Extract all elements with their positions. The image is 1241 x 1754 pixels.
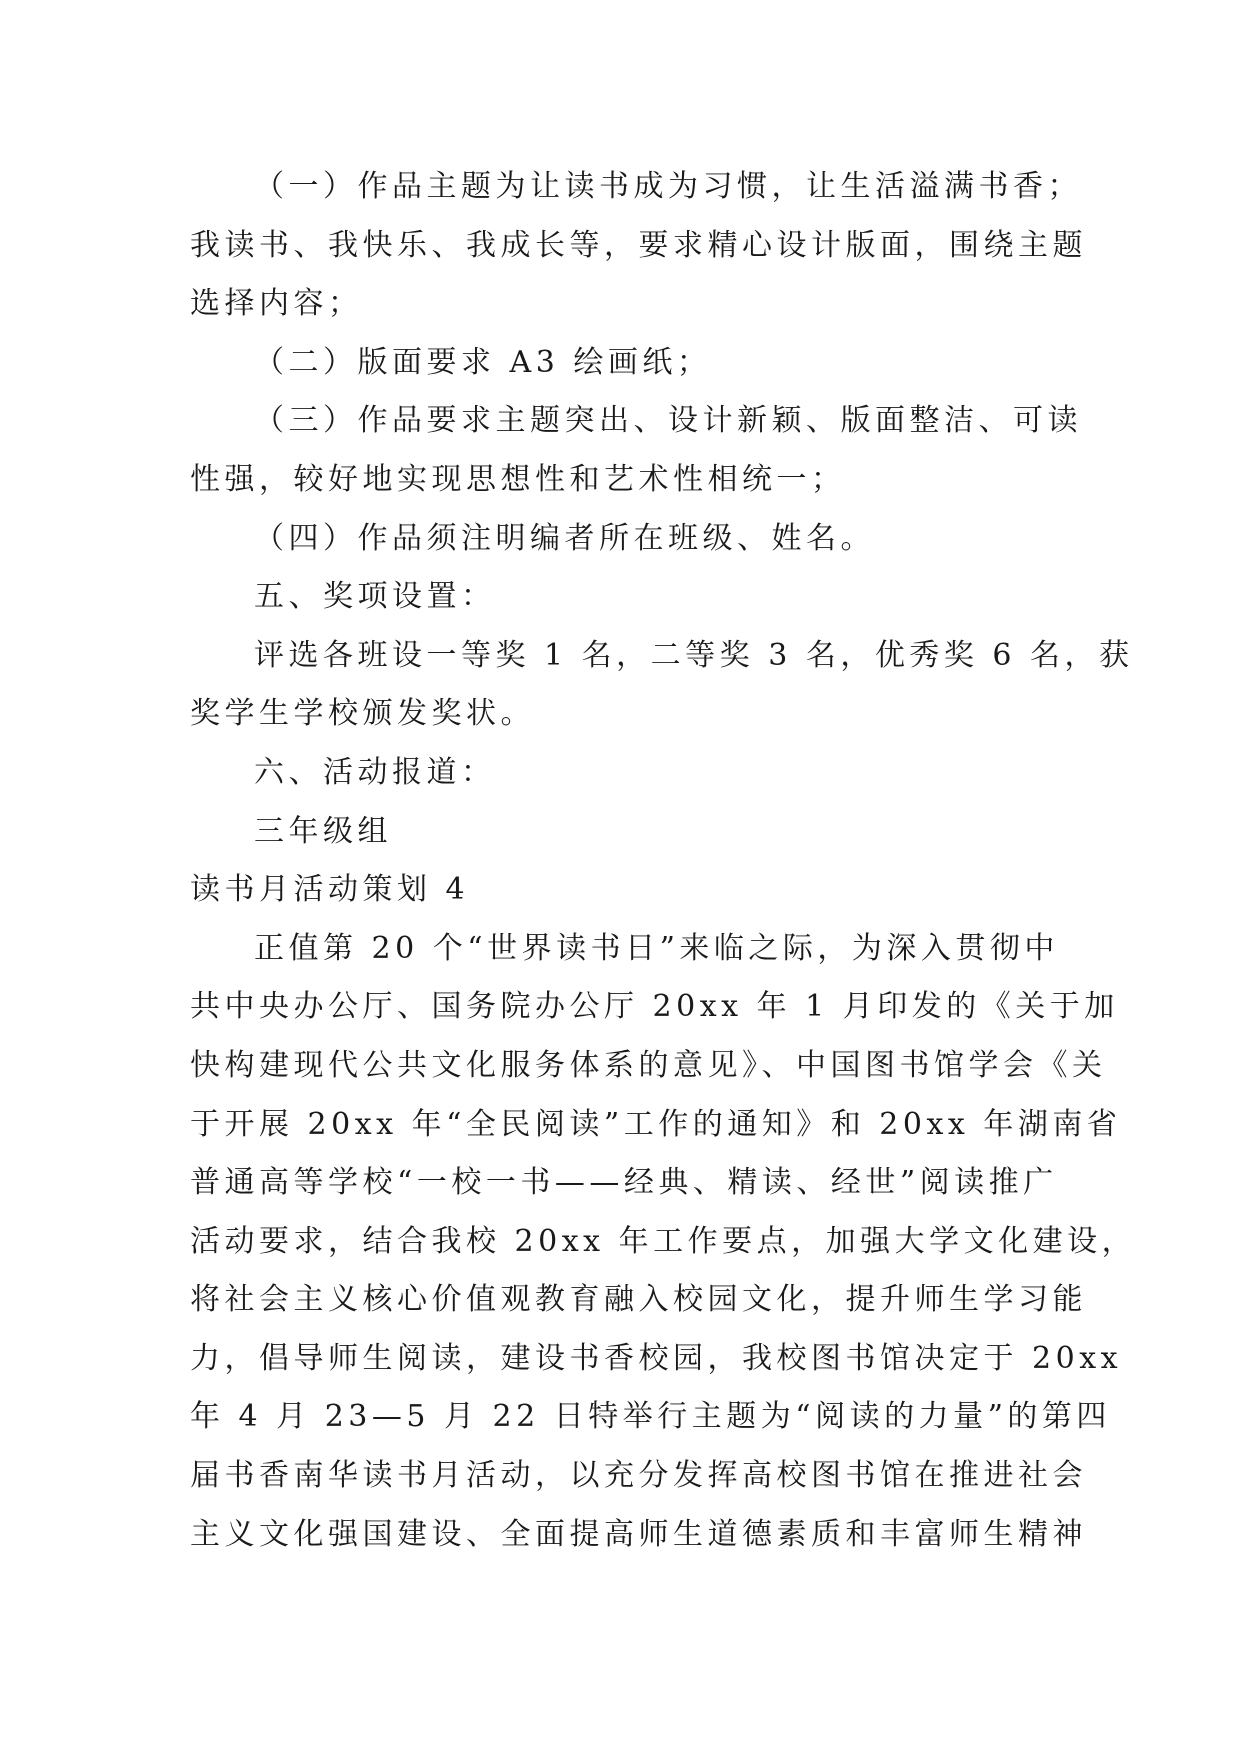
text-line: （三）作品要求主题突出、设计新颖、版面整洁、可读 <box>254 403 1082 439</box>
text-line: 将社会主义核心价值观教育融入校园文化，提升师生学习能 <box>190 1282 1087 1318</box>
signature-line: 三年级组 <box>254 813 392 849</box>
text-line: 选择内容； <box>190 286 363 322</box>
section-heading: 六、活动报道： <box>254 754 496 790</box>
text-line: 主义文化强国建设、全面提高师生道德素质和丰富师生精神 <box>190 1516 1087 1552</box>
text-line: 性强，较好地实现思想性和艺术性相统一； <box>190 461 846 497</box>
text-line: 届书香南华读书月活动，以充分发挥高校图书馆在推进社会 <box>190 1458 1087 1494</box>
text-line: 我读书、我快乐、我成长等，要求精心设计版面，围绕主题 <box>190 227 1087 263</box>
text-line: 奖学生学校颁发奖状。 <box>190 696 535 732</box>
text-line: 活动要求，结合我校 20xx 年工作要点，加强大学文化建设， <box>190 1223 1137 1259</box>
text-line: （二）版面要求 A3 绘画纸； <box>254 344 712 380</box>
text-line: 评选各班设一等奖 1 名，二等奖 3 名，优秀奖 6 名，获 <box>254 637 1134 673</box>
text-line: 快构建现代公共文化服务体系的意见》、中国图书馆学会《关 <box>190 1047 1107 1083</box>
section-heading: 五、奖项设置： <box>254 579 496 615</box>
text-line: 普通高等学校“一校一书——经典、精读、经世”阅读推广 <box>190 1165 1058 1201</box>
document-body <box>190 158 1137 1564</box>
document-title: 读书月活动策划 4 <box>190 872 470 908</box>
text-line: （四）作品须注明编者所在班级、姓名。 <box>254 520 875 556</box>
text-line: （一）作品主题为让读书成为习惯，让生活溢满书香； <box>254 169 1082 204</box>
text-line: 正值第 20 个“世界读书日”来临之际，为深入贯彻中 <box>254 930 1059 966</box>
text-line: 力，倡导师生阅读，建设书香校园，我校图书馆决定于 20xx <box>190 1340 1123 1376</box>
text-line: 年 4 月 23—5 月 22 日特举行主题为“阅读的力量”的第四 <box>190 1399 1111 1435</box>
text-line: 于开展 20xx 年“全民阅读”工作的通知》和 20xx 年湖南省 <box>190 1106 1122 1142</box>
text-line: 共中央办公厅、国务院办公厅 20xx 年 1 月印发的《关于加 <box>190 989 1119 1025</box>
